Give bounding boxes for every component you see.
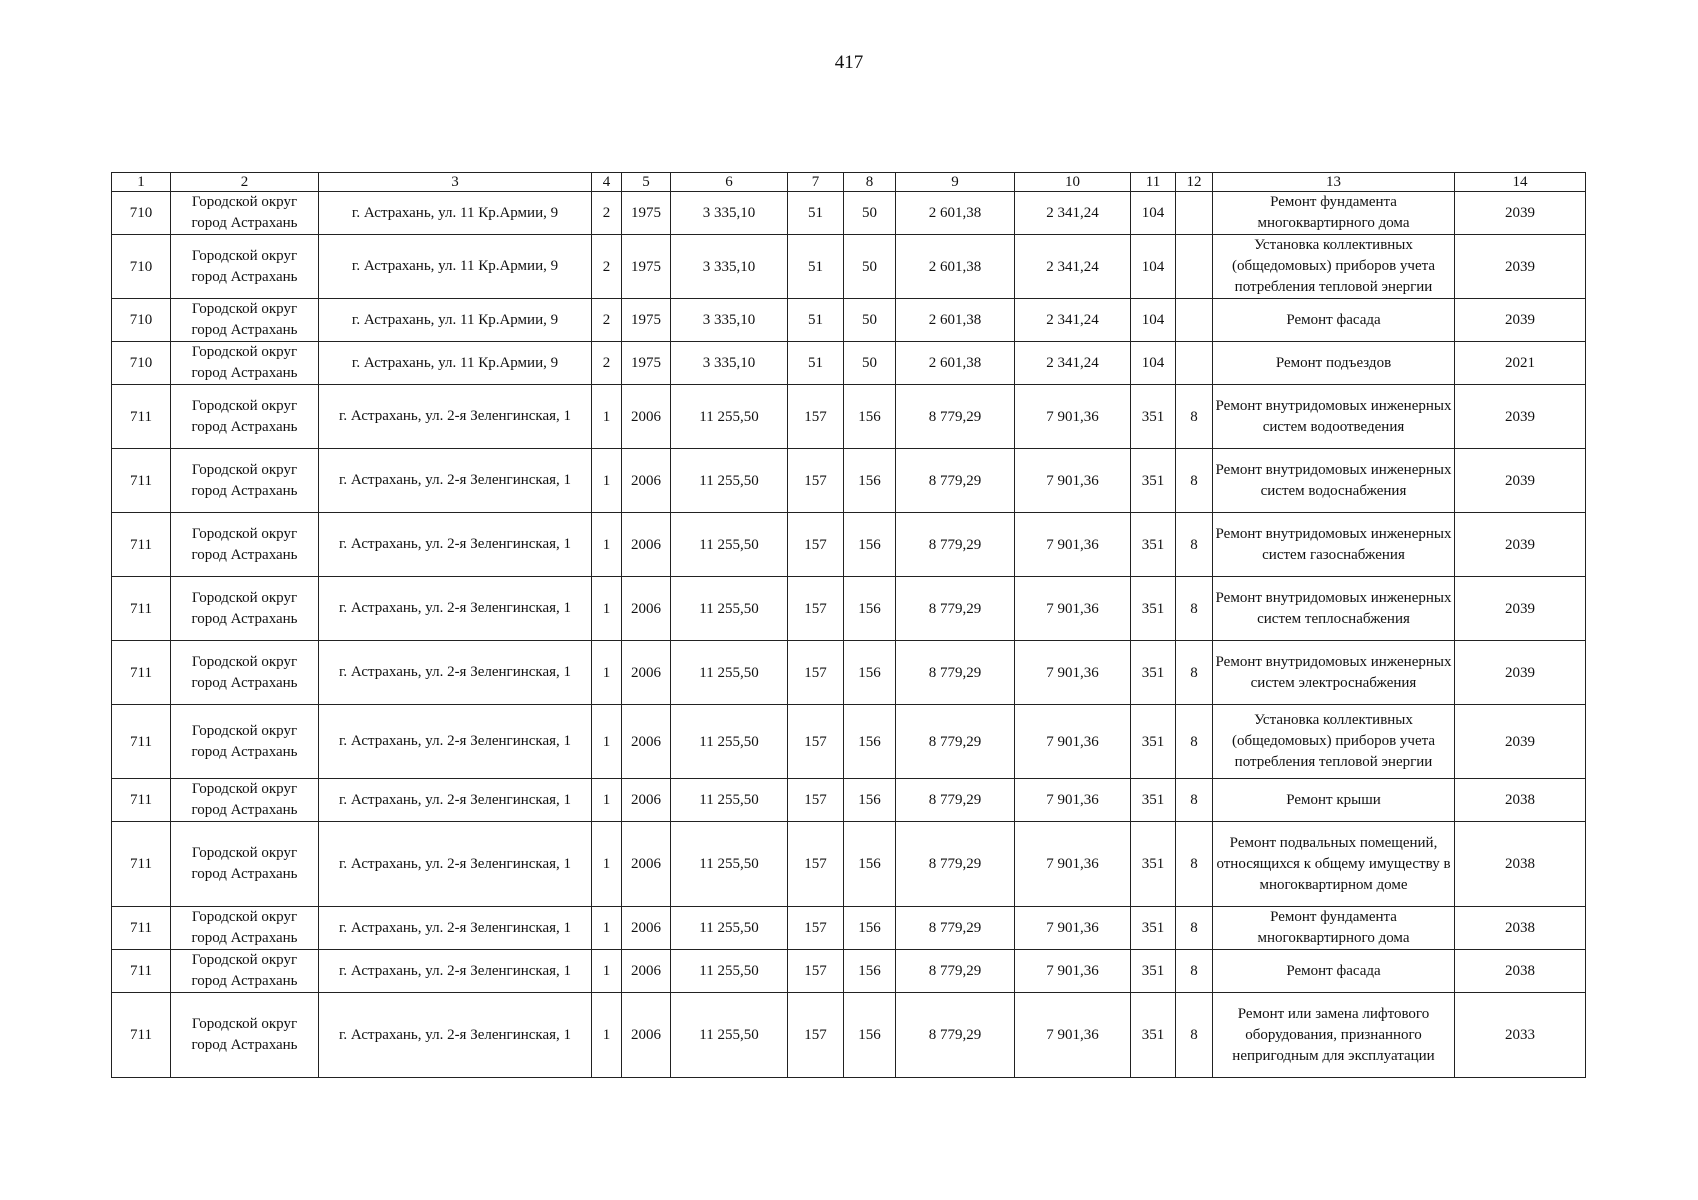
col-11-cell: 351 [1131, 993, 1176, 1078]
col-12-cell: 8 [1176, 993, 1213, 1078]
municipality-cell: Городской округ город Астрахань [171, 641, 319, 705]
col-8-cell: 156 [844, 779, 896, 822]
table-row [112, 779, 1586, 822]
total-area-cell: 11 255,50 [671, 779, 788, 822]
col-12-cell: 8 [1176, 822, 1213, 907]
col-12-cell: 8 [1176, 705, 1213, 779]
col-4-cell: 1 [592, 779, 622, 822]
year-cell: 2006 [622, 641, 671, 705]
work-type-cell: Ремонт подъездов [1213, 342, 1455, 385]
col-12-cell: 8 [1176, 779, 1213, 822]
work-type-cell: Ремонт подвальных помещений, относящихся к общему имуществу в многоквартирном доме [1213, 822, 1455, 907]
col-12-cell: 8 [1176, 513, 1213, 577]
col-10-cell: 7 901,36 [1015, 822, 1131, 907]
col-4-cell: 1 [592, 907, 622, 950]
municipality-cell: Городской округ город Астрахань [171, 907, 319, 950]
municipality-cell: Городской округ город Астрахань [171, 705, 319, 779]
col-8-cell: 156 [844, 705, 896, 779]
col-4-cell: 2 [592, 235, 622, 299]
work-type-cell: Ремонт крыши [1213, 779, 1455, 822]
total-area-cell: 3 335,10 [671, 192, 788, 235]
municipality-cell: Городской округ город Астрахань [171, 993, 319, 1078]
work-type-cell: Ремонт внутридомовых инженерных систем газоснабжения [1213, 513, 1455, 577]
col-8-cell: 156 [844, 513, 896, 577]
year-cell: 2006 [622, 779, 671, 822]
municipality-cell: Городской округ город Астрахань [171, 513, 319, 577]
municipality-cell: Городской округ город Астрахань [171, 385, 319, 449]
col-4-cell: 1 [592, 449, 622, 513]
col-9-cell: 8 779,29 [896, 513, 1015, 577]
address-cell: г. Астрахань, ул. 2-я Зеленгинская, 1 [319, 641, 592, 705]
row-number: 711 [112, 513, 171, 577]
col-9-cell: 2 601,38 [896, 192, 1015, 235]
municipality-cell: Городской округ город Астрахань [171, 822, 319, 907]
column-header-12: 12 [1176, 173, 1213, 192]
column-header-3: 3 [319, 173, 592, 192]
table-row [112, 385, 1586, 449]
row-number: 711 [112, 577, 171, 641]
year-cell: 2006 [622, 907, 671, 950]
total-area-cell: 11 255,50 [671, 577, 788, 641]
table-row [112, 513, 1586, 577]
col-11-cell: 351 [1131, 907, 1176, 950]
col-10-cell: 7 901,36 [1015, 449, 1131, 513]
col-9-cell: 8 779,29 [896, 779, 1015, 822]
municipality-cell: Городской округ город Астрахань [171, 779, 319, 822]
year-cell: 2006 [622, 950, 671, 993]
col-12-cell: 8 [1176, 577, 1213, 641]
planned-year-cell: 2039 [1455, 385, 1586, 449]
col-10-cell: 2 341,24 [1015, 192, 1131, 235]
col-11-cell: 351 [1131, 385, 1176, 449]
col-7-cell: 51 [788, 192, 844, 235]
column-header-14: 14 [1455, 173, 1586, 192]
year-cell: 2006 [622, 449, 671, 513]
row-number: 711 [112, 993, 171, 1078]
total-area-cell: 11 255,50 [671, 950, 788, 993]
col-9-cell: 8 779,29 [896, 641, 1015, 705]
work-type-cell: Установка коллективных (общедомовых) приборов учета потребления тепловой энергии [1213, 235, 1455, 299]
row-number: 710 [112, 235, 171, 299]
col-11-cell: 351 [1131, 950, 1176, 993]
total-area-cell: 11 255,50 [671, 385, 788, 449]
col-8-cell: 156 [844, 822, 896, 907]
column-header-10: 10 [1015, 173, 1131, 192]
column-header-9: 9 [896, 173, 1015, 192]
year-cell: 1975 [622, 192, 671, 235]
work-type-cell: Ремонт фундамента многоквартирного дома [1213, 907, 1455, 950]
year-cell: 2006 [622, 993, 671, 1078]
municipality-cell: Городской округ город Астрахань [171, 577, 319, 641]
col-9-cell: 2 601,38 [896, 235, 1015, 299]
table-row [112, 342, 1586, 385]
row-number: 710 [112, 299, 171, 342]
column-header-6: 6 [671, 173, 788, 192]
col-4-cell: 1 [592, 513, 622, 577]
col-11-cell: 104 [1131, 299, 1176, 342]
col-7-cell: 157 [788, 577, 844, 641]
col-8-cell: 156 [844, 993, 896, 1078]
col-12-cell: 8 [1176, 950, 1213, 993]
table-row [112, 449, 1586, 513]
address-cell: г. Астрахань, ул. 2-я Зеленгинская, 1 [319, 993, 592, 1078]
row-number: 711 [112, 822, 171, 907]
address-cell: г. Астрахань, ул. 2-я Зеленгинская, 1 [319, 950, 592, 993]
col-7-cell: 51 [788, 299, 844, 342]
planned-year-cell: 2039 [1455, 449, 1586, 513]
work-type-cell: Ремонт или замена лифтового оборудования, признанного непригодным для эксплуатации [1213, 993, 1455, 1078]
col-8-cell: 156 [844, 641, 896, 705]
table-row [112, 641, 1586, 705]
col-7-cell: 157 [788, 385, 844, 449]
col-12-cell: 8 [1176, 385, 1213, 449]
col-7-cell: 157 [788, 449, 844, 513]
col-9-cell: 2 601,38 [896, 299, 1015, 342]
total-area-cell: 3 335,10 [671, 299, 788, 342]
planned-year-cell: 2039 [1455, 705, 1586, 779]
col-8-cell: 156 [844, 449, 896, 513]
address-cell: г. Астрахань, ул. 2-я Зеленгинская, 1 [319, 705, 592, 779]
col-9-cell: 8 779,29 [896, 385, 1015, 449]
planned-year-cell: 2039 [1455, 235, 1586, 299]
address-cell: г. Астрахань, ул. 2-я Зеленгинская, 1 [319, 577, 592, 641]
col-9-cell: 8 779,29 [896, 577, 1015, 641]
col-8-cell: 50 [844, 342, 896, 385]
col-12-cell: 8 [1176, 449, 1213, 513]
year-cell: 2006 [622, 577, 671, 641]
municipality-cell: Городской округ город Астрахань [171, 299, 319, 342]
table-row [112, 822, 1586, 907]
col-9-cell: 8 779,29 [896, 993, 1015, 1078]
planned-year-cell: 2039 [1455, 299, 1586, 342]
total-area-cell: 11 255,50 [671, 641, 788, 705]
table-row [112, 235, 1586, 299]
col-10-cell: 7 901,36 [1015, 907, 1131, 950]
row-number: 711 [112, 907, 171, 950]
col-11-cell: 351 [1131, 822, 1176, 907]
work-type-cell: Ремонт внутридомовых инженерных систем водоснабжения [1213, 449, 1455, 513]
planned-year-cell: 2039 [1455, 513, 1586, 577]
total-area-cell: 11 255,50 [671, 705, 788, 779]
col-10-cell: 7 901,36 [1015, 385, 1131, 449]
address-cell: г. Астрахань, ул. 11 Кр.Армии, 9 [319, 192, 592, 235]
column-header-1: 1 [112, 173, 171, 192]
col-9-cell: 8 779,29 [896, 907, 1015, 950]
col-9-cell: 2 601,38 [896, 342, 1015, 385]
col-10-cell: 7 901,36 [1015, 513, 1131, 577]
row-number: 711 [112, 950, 171, 993]
col-4-cell: 1 [592, 385, 622, 449]
column-header-11: 11 [1131, 173, 1176, 192]
work-type-cell: Ремонт внутридомовых инженерных систем водоотведения [1213, 385, 1455, 449]
planned-year-cell: 2039 [1455, 192, 1586, 235]
column-header-5: 5 [622, 173, 671, 192]
col-8-cell: 156 [844, 385, 896, 449]
column-header-7: 7 [788, 173, 844, 192]
address-cell: г. Астрахань, ул. 2-я Зеленгинская, 1 [319, 822, 592, 907]
row-number: 710 [112, 192, 171, 235]
planned-year-cell: 2021 [1455, 342, 1586, 385]
total-area-cell: 3 335,10 [671, 342, 788, 385]
row-number: 711 [112, 385, 171, 449]
col-12-cell [1176, 235, 1213, 299]
table-row [112, 705, 1586, 779]
col-11-cell: 351 [1131, 641, 1176, 705]
col-4-cell: 2 [592, 192, 622, 235]
col-10-cell: 7 901,36 [1015, 993, 1131, 1078]
col-9-cell: 8 779,29 [896, 822, 1015, 907]
col-4-cell: 1 [592, 950, 622, 993]
header-row [112, 173, 1586, 192]
column-header-8: 8 [844, 173, 896, 192]
col-4-cell: 2 [592, 342, 622, 385]
municipality-cell: Городской округ город Астрахань [171, 950, 319, 993]
year-cell: 2006 [622, 513, 671, 577]
col-11-cell: 104 [1131, 192, 1176, 235]
col-4-cell: 2 [592, 299, 622, 342]
planned-year-cell: 2033 [1455, 993, 1586, 1078]
column-header-2: 2 [171, 173, 319, 192]
address-cell: г. Астрахань, ул. 2-я Зеленгинская, 1 [319, 907, 592, 950]
total-area-cell: 11 255,50 [671, 449, 788, 513]
col-7-cell: 157 [788, 779, 844, 822]
col-7-cell: 157 [788, 950, 844, 993]
table-row [112, 577, 1586, 641]
table-row [112, 907, 1586, 950]
work-type-cell: Ремонт фасада [1213, 950, 1455, 993]
municipality-cell: Городской округ город Астрахань [171, 449, 319, 513]
address-cell: г. Астрахань, ул. 2-я Зеленгинская, 1 [319, 449, 592, 513]
col-10-cell: 7 901,36 [1015, 779, 1131, 822]
col-12-cell [1176, 192, 1213, 235]
address-cell: г. Астрахань, ул. 2-я Зеленгинская, 1 [319, 385, 592, 449]
row-number: 711 [112, 449, 171, 513]
work-type-cell: Ремонт внутридомовых инженерных систем электроснабжения [1213, 641, 1455, 705]
year-cell: 2006 [622, 822, 671, 907]
col-7-cell: 157 [788, 907, 844, 950]
col-10-cell: 2 341,24 [1015, 342, 1131, 385]
year-cell: 2006 [622, 385, 671, 449]
col-11-cell: 351 [1131, 705, 1176, 779]
col-8-cell: 156 [844, 950, 896, 993]
table-row [112, 950, 1586, 993]
col-7-cell: 157 [788, 822, 844, 907]
address-cell: г. Астрахань, ул. 2-я Зеленгинская, 1 [319, 779, 592, 822]
total-area-cell: 11 255,50 [671, 513, 788, 577]
col-10-cell: 7 901,36 [1015, 641, 1131, 705]
col-4-cell: 1 [592, 577, 622, 641]
table-row [112, 993, 1586, 1078]
col-10-cell: 2 341,24 [1015, 299, 1131, 342]
col-7-cell: 51 [788, 342, 844, 385]
municipality-cell: Городской округ город Астрахань [171, 342, 319, 385]
col-7-cell: 51 [788, 235, 844, 299]
row-number: 711 [112, 705, 171, 779]
column-header-4: 4 [592, 173, 622, 192]
col-10-cell: 2 341,24 [1015, 235, 1131, 299]
col-4-cell: 1 [592, 705, 622, 779]
column-header-13: 13 [1213, 173, 1455, 192]
row-number: 710 [112, 342, 171, 385]
planned-year-cell: 2039 [1455, 641, 1586, 705]
col-7-cell: 157 [788, 641, 844, 705]
col-8-cell: 156 [844, 577, 896, 641]
col-9-cell: 8 779,29 [896, 449, 1015, 513]
col-7-cell: 157 [788, 513, 844, 577]
col-10-cell: 7 901,36 [1015, 577, 1131, 641]
col-8-cell: 50 [844, 192, 896, 235]
col-12-cell: 8 [1176, 641, 1213, 705]
planned-year-cell: 2038 [1455, 907, 1586, 950]
work-type-cell: Ремонт внутридомовых инженерных систем теплоснабжения [1213, 577, 1455, 641]
year-cell: 1975 [622, 299, 671, 342]
year-cell: 1975 [622, 235, 671, 299]
col-11-cell: 104 [1131, 235, 1176, 299]
col-4-cell: 1 [592, 993, 622, 1078]
col-11-cell: 104 [1131, 342, 1176, 385]
work-type-cell: Ремонт фундамента многоквартирного дома [1213, 192, 1455, 235]
col-7-cell: 157 [788, 705, 844, 779]
col-8-cell: 156 [844, 907, 896, 950]
col-4-cell: 1 [592, 822, 622, 907]
col-12-cell [1176, 342, 1213, 385]
table-row [112, 299, 1586, 342]
planned-year-cell: 2039 [1455, 577, 1586, 641]
planned-year-cell: 2038 [1455, 779, 1586, 822]
total-area-cell: 11 255,50 [671, 907, 788, 950]
col-10-cell: 7 901,36 [1015, 950, 1131, 993]
table-body [112, 192, 1586, 1078]
address-cell: г. Астрахань, ул. 11 Кр.Армии, 9 [319, 299, 592, 342]
table-row [112, 192, 1586, 235]
col-11-cell: 351 [1131, 513, 1176, 577]
address-cell: г. Астрахань, ул. 2-я Зеленгинская, 1 [319, 513, 592, 577]
address-cell: г. Астрахань, ул. 11 Кр.Армии, 9 [319, 342, 592, 385]
col-9-cell: 8 779,29 [896, 950, 1015, 993]
col-8-cell: 50 [844, 235, 896, 299]
col-9-cell: 8 779,29 [896, 705, 1015, 779]
row-number: 711 [112, 641, 171, 705]
work-type-cell: Ремонт фасада [1213, 299, 1455, 342]
col-7-cell: 157 [788, 993, 844, 1078]
col-4-cell: 1 [592, 641, 622, 705]
col-12-cell: 8 [1176, 907, 1213, 950]
registry-table [111, 172, 1586, 1078]
municipality-cell: Городской округ город Астрахань [171, 192, 319, 235]
total-area-cell: 11 255,50 [671, 822, 788, 907]
municipality-cell: Городской округ город Астрахань [171, 235, 319, 299]
address-cell: г. Астрахань, ул. 11 Кр.Армии, 9 [319, 235, 592, 299]
total-area-cell: 11 255,50 [671, 993, 788, 1078]
col-11-cell: 351 [1131, 449, 1176, 513]
col-11-cell: 351 [1131, 779, 1176, 822]
col-10-cell: 7 901,36 [1015, 705, 1131, 779]
col-11-cell: 351 [1131, 577, 1176, 641]
page-number: 417 [834, 52, 864, 73]
year-cell: 2006 [622, 705, 671, 779]
planned-year-cell: 2038 [1455, 822, 1586, 907]
work-type-cell: Установка коллективных (общедомовых) приборов учета потребления тепловой энергии [1213, 705, 1455, 779]
year-cell: 1975 [622, 342, 671, 385]
total-area-cell: 3 335,10 [671, 235, 788, 299]
planned-year-cell: 2038 [1455, 950, 1586, 993]
col-12-cell [1176, 299, 1213, 342]
col-8-cell: 50 [844, 299, 896, 342]
row-number: 711 [112, 779, 171, 822]
